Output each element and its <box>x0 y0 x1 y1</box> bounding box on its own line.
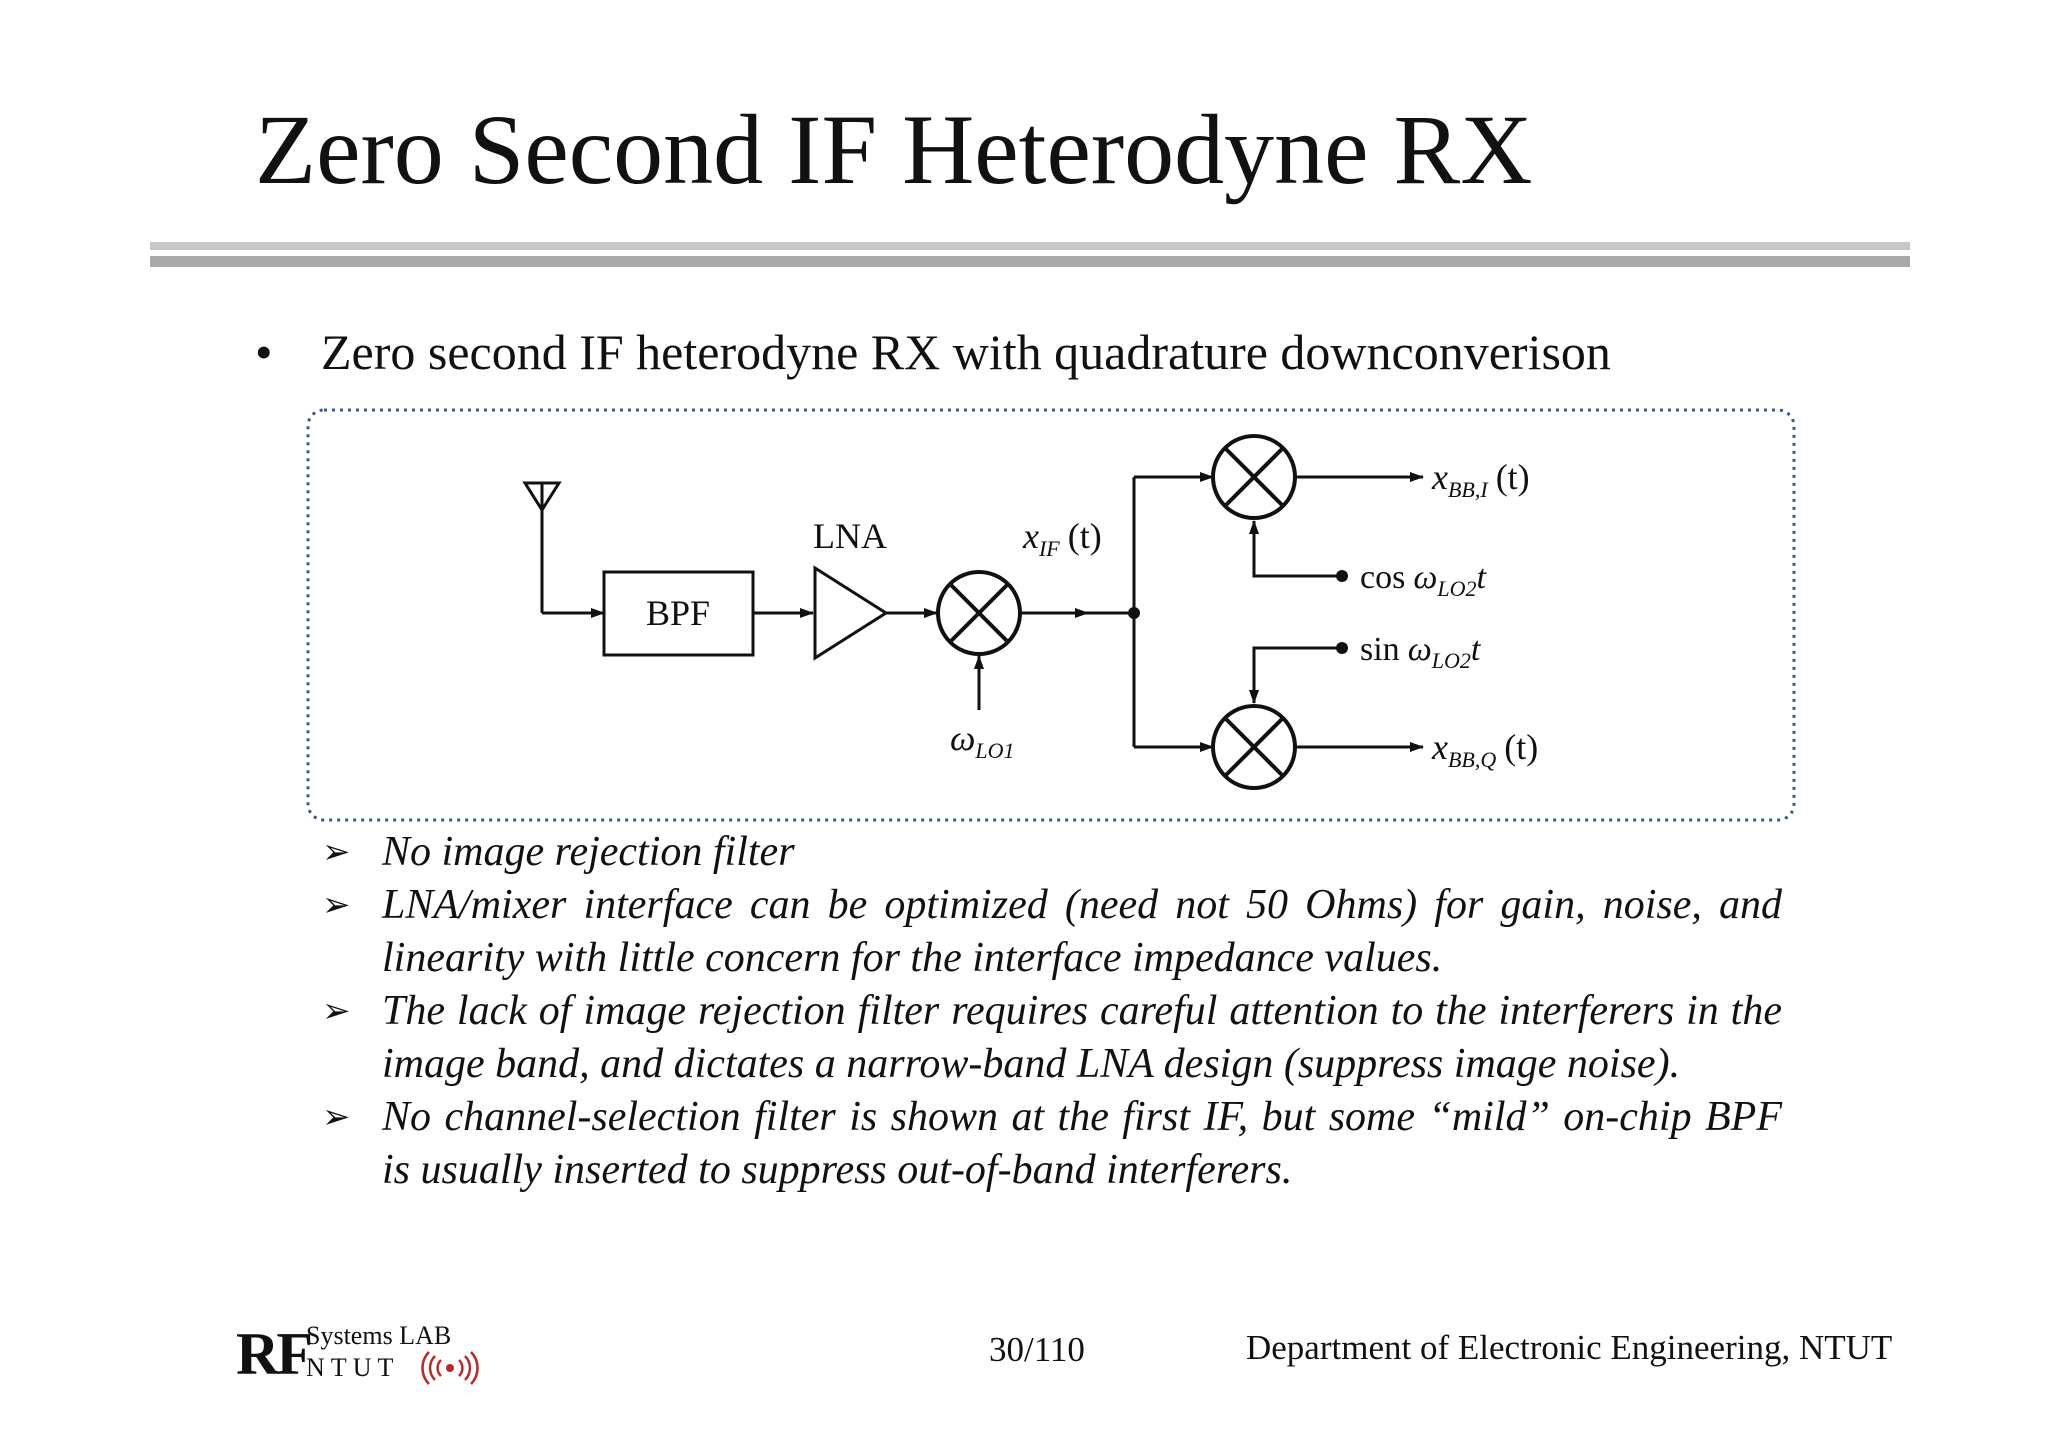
i-mixer-icon <box>1213 436 1295 518</box>
sub-bullet-list <box>322 826 1782 1197</box>
arrow-bullet-icon: ➢ <box>322 887 351 924</box>
logo-rf-text: RF <box>236 1321 310 1387</box>
sin-lo-label: $\sin \omega_{LO2}t$ <box>1360 631 1481 673</box>
antenna-icon <box>525 483 559 613</box>
bullet-marker: • <box>255 324 273 380</box>
q-mixer-icon <box>1213 706 1295 788</box>
i-output-label: $x_{BB,I}$ (t) <box>1432 457 1530 502</box>
receiver-block-diagram <box>308 410 1794 820</box>
lna-amplifier-icon <box>815 568 886 658</box>
title-divider-light <box>150 242 1910 250</box>
main-bullet <box>255 322 1611 382</box>
title-divider-dark <box>150 256 1910 267</box>
list-item-text: No image rejection filter <box>382 829 795 875</box>
first-mixer-icon <box>938 572 1020 654</box>
cos-lo-label: $\cos \omega_{LO2}t$ <box>1360 559 1486 601</box>
bpf-label: BPF <box>645 593 711 633</box>
list-item <box>322 985 1782 1091</box>
main-bullet-text: Zero second IF heterodyne RX with quadrature downconverison <box>321 324 1611 380</box>
list-item-text: LNA/mixer interface can be optimized (need not 50 Ohms) for gain, noise, and linearity with little concern for the interface impedance values. <box>382 882 1782 981</box>
logo-ntut-text: N T U T <box>306 1353 394 1382</box>
lna-label: LNA <box>813 516 887 556</box>
if-signal-label: $x_{IF}$ (t) <box>1023 516 1102 561</box>
q-output-label: $x_{BB,Q}$ (t) <box>1432 727 1539 772</box>
diagram-frame <box>308 410 1794 820</box>
list-item <box>322 1091 1782 1197</box>
list-item-text: The lack of image rejection filter requires careful attention to the interferers in the image band, and dictates a narrow-band LNA design (suppress image noise). <box>382 988 1782 1087</box>
lo1-label: $\omega_{LO1}$ <box>950 718 1015 763</box>
list-item <box>322 826 1782 879</box>
department-name: Department of Electronic Engineering, NTUT <box>1246 1328 1893 1367</box>
signal-waves-icon <box>423 1352 478 1384</box>
arrow-bullet-icon: ➢ <box>322 993 351 1030</box>
diagram-svg <box>308 410 1794 820</box>
logo-systems-text: Systems LAB <box>306 1321 452 1350</box>
list-item <box>322 879 1782 985</box>
arrow-bullet-icon: ➢ <box>322 1099 351 1136</box>
list-item-text: No channel-selection filter is shown at the first IF, but some “mild” on-chip BPF is usually inserted to suppress out-of-band interferers. <box>382 1094 1782 1193</box>
page-number: 30/110 <box>989 1330 1085 1369</box>
rf-systems-lab-logo <box>236 1310 486 1395</box>
slide-title: Zero Second IF Heterodyne RX <box>255 94 1533 205</box>
arrow-bullet-icon: ➢ <box>322 834 351 871</box>
